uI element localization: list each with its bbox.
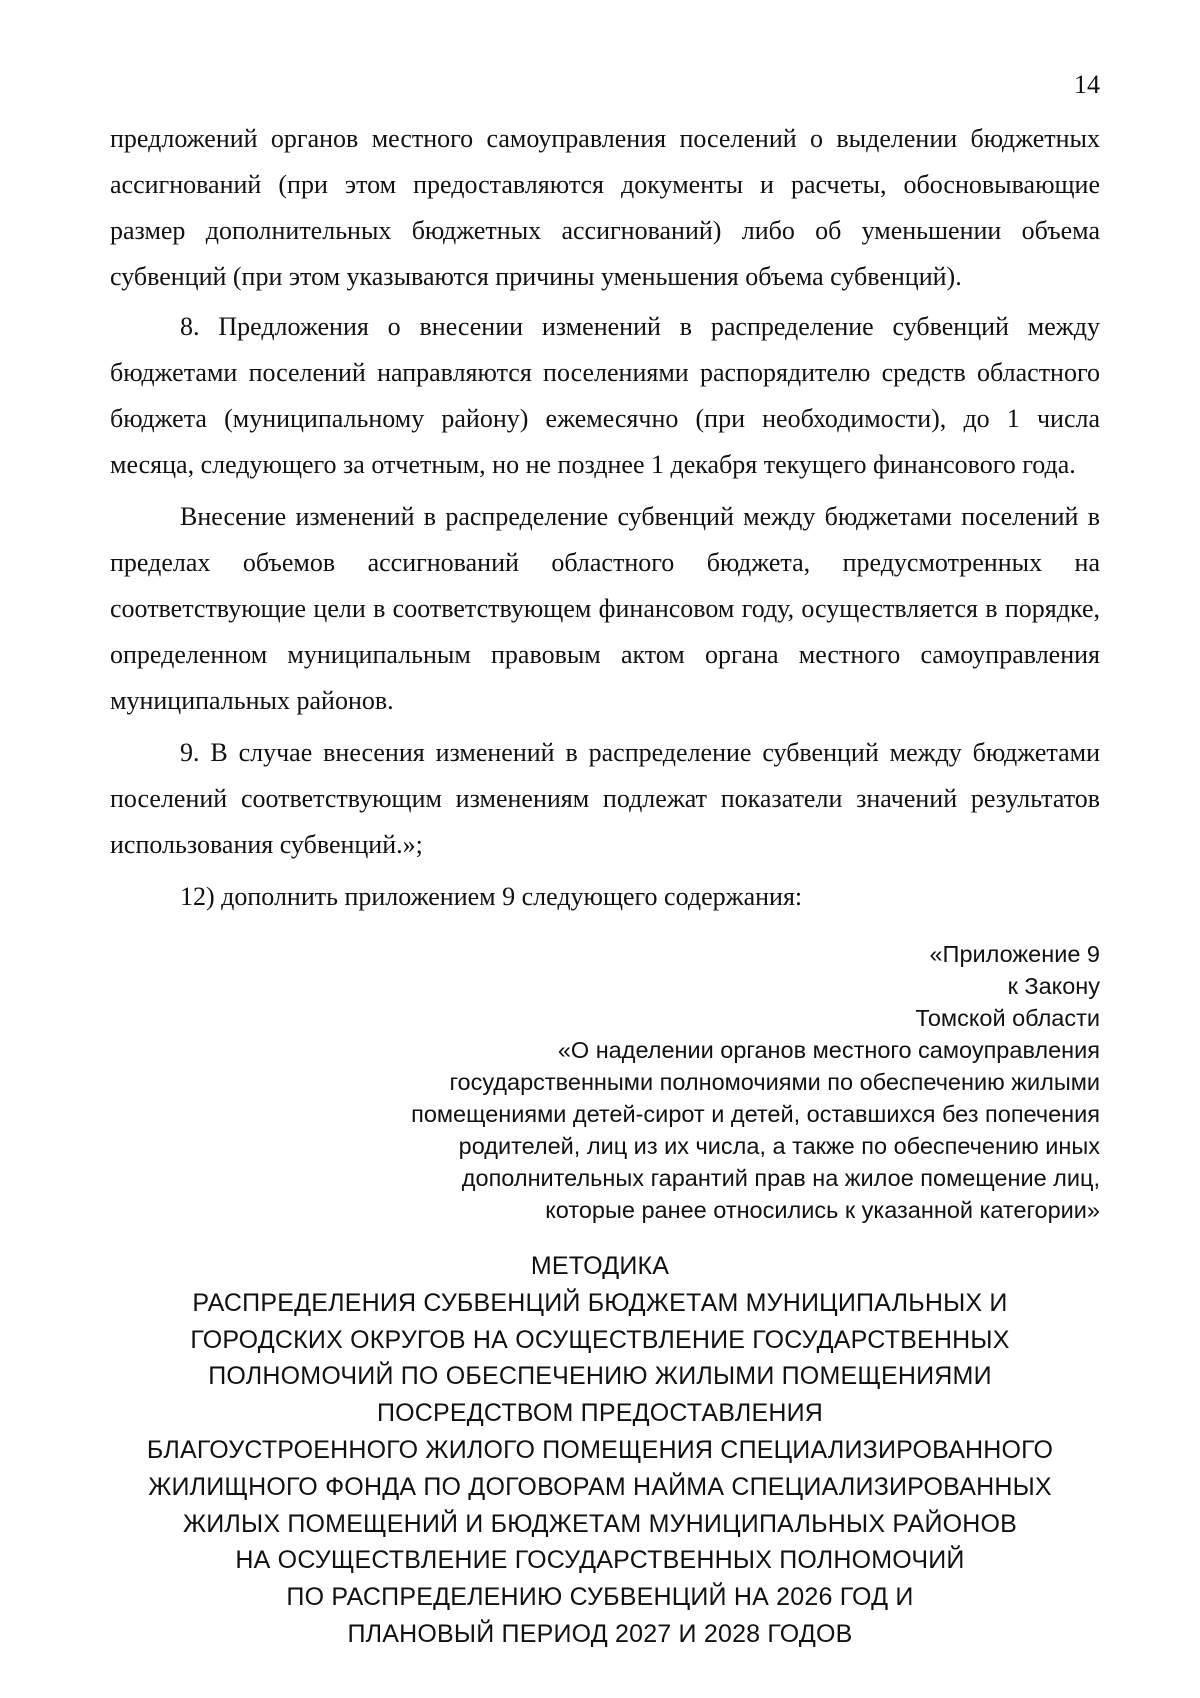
title-line: МЕТОДИКА bbox=[530, 1252, 670, 1280]
title-line: ПО РАСПРЕДЕЛЕНИЮ СУБВЕНЦИЙ НА 2026 ГОД И bbox=[286, 1583, 914, 1612]
appendix-line: «О наделении органов местного самоуправления bbox=[557, 1037, 1100, 1063]
appendix-line: государственными полномочиями по обеспечению жилыми bbox=[449, 1069, 1100, 1095]
paragraph-item-8: 8. Предложения о внесении изменений в распределение субвенций между бюджетами поселений направляются поселениями распорядителю средств областного бюджета (муниципальному району) ежемесячно (при необходимости), до 1 числа месяца, следующего за отчетным, но не позднее 1 декабря текущего финансового года. bbox=[110, 312, 1100, 479]
methodology-title bbox=[100, 1248, 1100, 1653]
appendix-line: которые ранее относились к указанной категории» bbox=[545, 1197, 1100, 1223]
title-line: НА ОСУЩЕСТВЛЕНИЕ ГОСУДАРСТВЕННЫХ ПОЛНОМОЧИЙ bbox=[235, 1546, 965, 1575]
paragraph-item-9: 9. В случае внесения изменений в распределение субвенций между бюджетами поселений соответствующим изменениям подлежат показатели значений результатов использования субвенций.»; bbox=[110, 738, 1100, 859]
title-line: ГОРОДСКИХ ОКРУГОВ НА ОСУЩЕСТВЛЕНИЕ ГОСУДАРСТВЕННЫХ bbox=[190, 1325, 1010, 1354]
body-text bbox=[110, 116, 1100, 920]
appendix-line: к Закону bbox=[1007, 973, 1100, 999]
title-line: РАСПРЕДЕЛЕНИЯ СУБВЕНЦИЙ БЮДЖЕТАМ МУНИЦИПАЛЬНЫХ И bbox=[192, 1288, 1008, 1317]
paragraph-item-12: 12) дополнить приложением 9 следующего содержания: bbox=[180, 882, 803, 911]
paragraph-continuation: предложений органов местного самоуправления поселений о выделении бюджетных ассигнований (при этом предоставляются документы и расчеты, обосновывающие размер дополнительных бюджетных ассигнований) либо об уменьшении объема субвенций (при этом указываются причины уменьшения объема субвенций). bbox=[110, 124, 1100, 291]
paragraph-changes-procedure: Внесение изменений в распределение субвенций между бюджетами поселений в пределах объемов ассигнований областного бюджета, предусмотренных на соответствующие цели в соответствующем финансовом году, осуществляется в порядке, определенном муниципальным правовым актом органа местного самоуправления муниципальных районов. bbox=[110, 502, 1100, 715]
title-line: ЖИЛИЩНОГО ФОНДА ПО ДОГОВОРАМ НАЙМА СПЕЦИАЛИЗИРОВАННЫХ bbox=[148, 1472, 1052, 1501]
title-line: БЛАГОУСТРОЕННОГО ЖИЛОГО ПОМЕЩЕНИЯ СПЕЦИАЛИЗИРОВАННОГО bbox=[146, 1435, 1054, 1464]
title-line: ЖИЛЫХ ПОМЕЩЕНИЙ И БЮДЖЕТАМ МУНИЦИПАЛЬНЫХ РАЙОНОВ bbox=[182, 1509, 1018, 1538]
page-number: 14 bbox=[1074, 70, 1100, 99]
appendix-line: Томской области bbox=[915, 1005, 1100, 1031]
appendix-header bbox=[340, 938, 1100, 1226]
appendix-line: помещениями детей-сирот и детей, оставшихся без попечения bbox=[411, 1101, 1100, 1127]
appendix-line: «Приложение 9 bbox=[929, 941, 1100, 967]
title-line: ПОЛНОМОЧИЙ ПО ОБЕСПЕЧЕНИЮ ЖИЛЫМИ ПОМЕЩЕНИЯМИ bbox=[208, 1362, 992, 1391]
title-line: ПЛАНОВЫЙ ПЕРИОД 2027 И 2028 ГОДОВ bbox=[347, 1619, 853, 1648]
appendix-line: дополнительных гарантий прав на жилое помещение лиц, bbox=[461, 1165, 1100, 1191]
appendix-line: родителей, лиц из их числа, а также по обеспечению иных bbox=[458, 1133, 1100, 1159]
title-line: ПОСРЕДСТВОМ ПРЕДОСТАВЛЕНИЯ bbox=[376, 1399, 824, 1428]
